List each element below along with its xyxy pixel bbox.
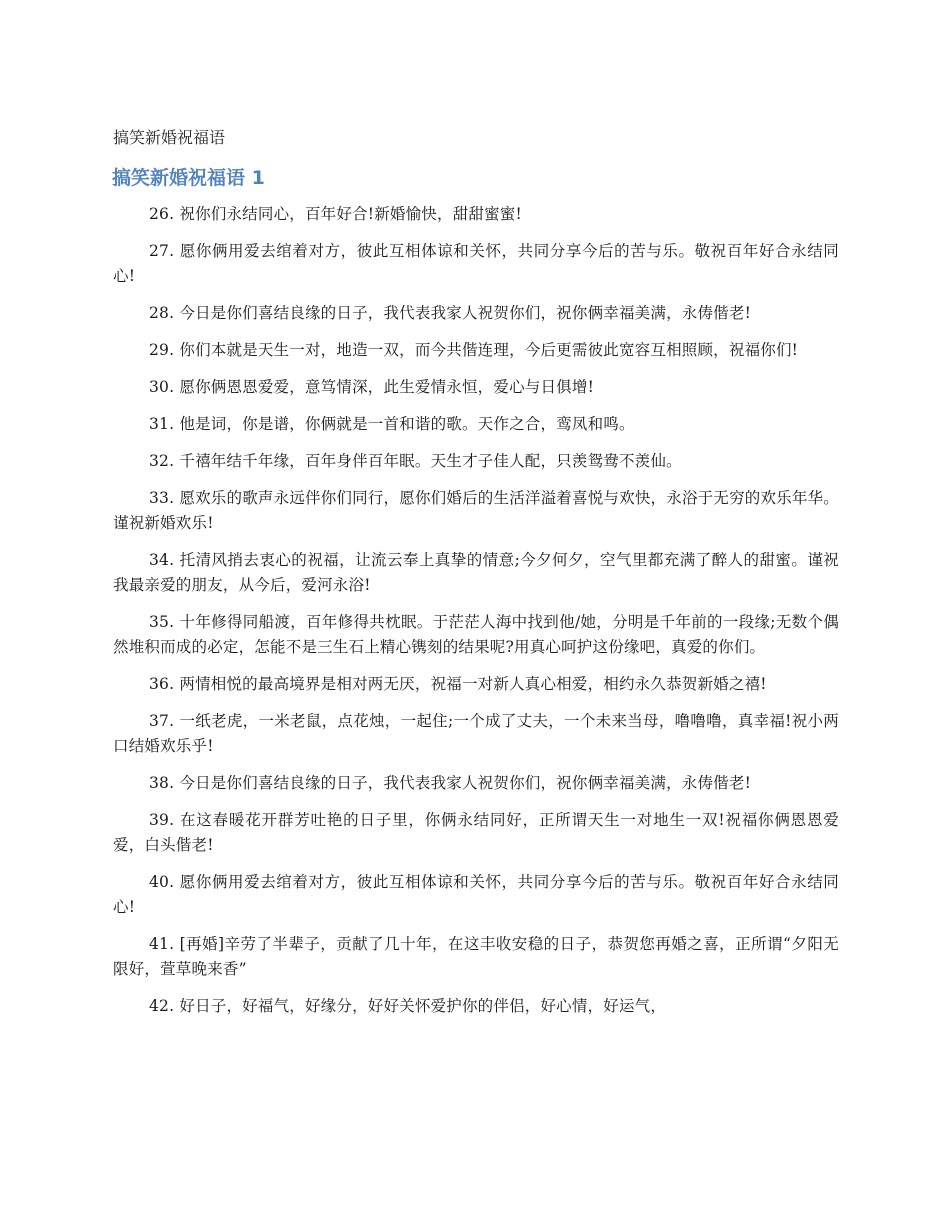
paragraph: 30. 愿你俩恩恩爱爱，意笃情深，此生爱情永恒，爱心与日俱增!	[149, 378, 595, 396]
paragraph: 33. 愿欢乐的歌声永远伴你们同行，愿你们婚后的生活洋溢着喜悦与欢快，永浴于无穷的欢乐年华。谨祝新婚欢乐!	[113, 489, 839, 532]
section-heading: 搞笑新婚祝福语 1	[112, 167, 265, 189]
paragraph: 29. 你们本就是天生一对，地造一双，而今共偕连理，今后更需彼此宽容互相照顾，祝福你们!	[149, 341, 799, 359]
paragraph: 39. 在这春暖花开群芳吐艳的日子里，你俩永结同好，正所谓天生一对地生一双!祝福你俩恩恩爱爱，白头偕老!	[113, 811, 839, 854]
paragraph: 32. 千禧年结千年缘，百年身伴百年眠。天生才子佳人配，只羡鸳鸯不羡仙。	[149, 452, 682, 470]
paragraph: 42. 好日子，好福气，好缘分，好好关怀爱护你的伴侣，好心情，好运气，	[149, 997, 667, 1015]
document-title: 搞笑新婚祝福语	[113, 128, 226, 147]
paragraph: 27. 愿你俩用爱去绾着对方，彼此互相体谅和关怀，共同分享今后的苦与乐。敬祝百年好合永结同心!	[113, 242, 839, 285]
paragraph: 37. 一纸老虎，一米老鼠，点花烛，一起住;一个成了丈夫，一个未来当母，噜噜噜，真幸福!祝小两口结婚欢乐乎!	[113, 712, 839, 755]
paragraph: 31. 他是词，你是谱，你俩就是一首和谐的歌。天作之合，鸾凤和鸣。	[149, 415, 635, 433]
paragraph-list	[113, 202, 839, 1031]
paragraph: 38. 今日是你们喜结良缘的日子，我代表我家人祝贺你们，祝你俩幸福美满，永俦偕老!	[149, 774, 752, 792]
paragraph: 26. 祝你们永结同心，百年好合!新婚愉快，甜甜蜜蜜!	[149, 205, 522, 223]
paragraph: 34. 托清风捎去衷心的祝福，让流云奉上真挚的情意;今夕何夕，空气里都充满了醉人的甜蜜。谨祝我最亲爱的朋友，从今后，爱河永浴!	[113, 551, 839, 594]
paragraph: 40. 愿你俩用爱去绾着对方，彼此互相体谅和关怀，共同分享今后的苦与乐。敬祝百年好合永结同心!	[113, 873, 839, 916]
paragraph: 36. 两情相悦的最高境界是相对两无厌，祝福一对新人真心相爱，相约永久恭贺新婚之禧!	[149, 675, 767, 693]
paragraph: 35. 十年修得同船渡，百年修得共枕眠。于茫茫人海中找到他/她，分明是千年前的一段缘;无数个偶然堆积而成的必定，怎能不是三生石上精心镌刻的结果呢?用真心呵护这份缘吧，真爱的你们。	[113, 613, 839, 656]
paragraph: 41. [再婚]辛劳了半辈子，贡献了几十年，在这丰收安稳的日子，恭贺您再婚之喜，正所谓“夕阳无限好，萱草晚来香”	[113, 935, 839, 978]
paragraph: 28. 今日是你们喜结良缘的日子，我代表我家人祝贺你们，祝你俩幸福美满，永俦偕老!	[149, 304, 752, 322]
